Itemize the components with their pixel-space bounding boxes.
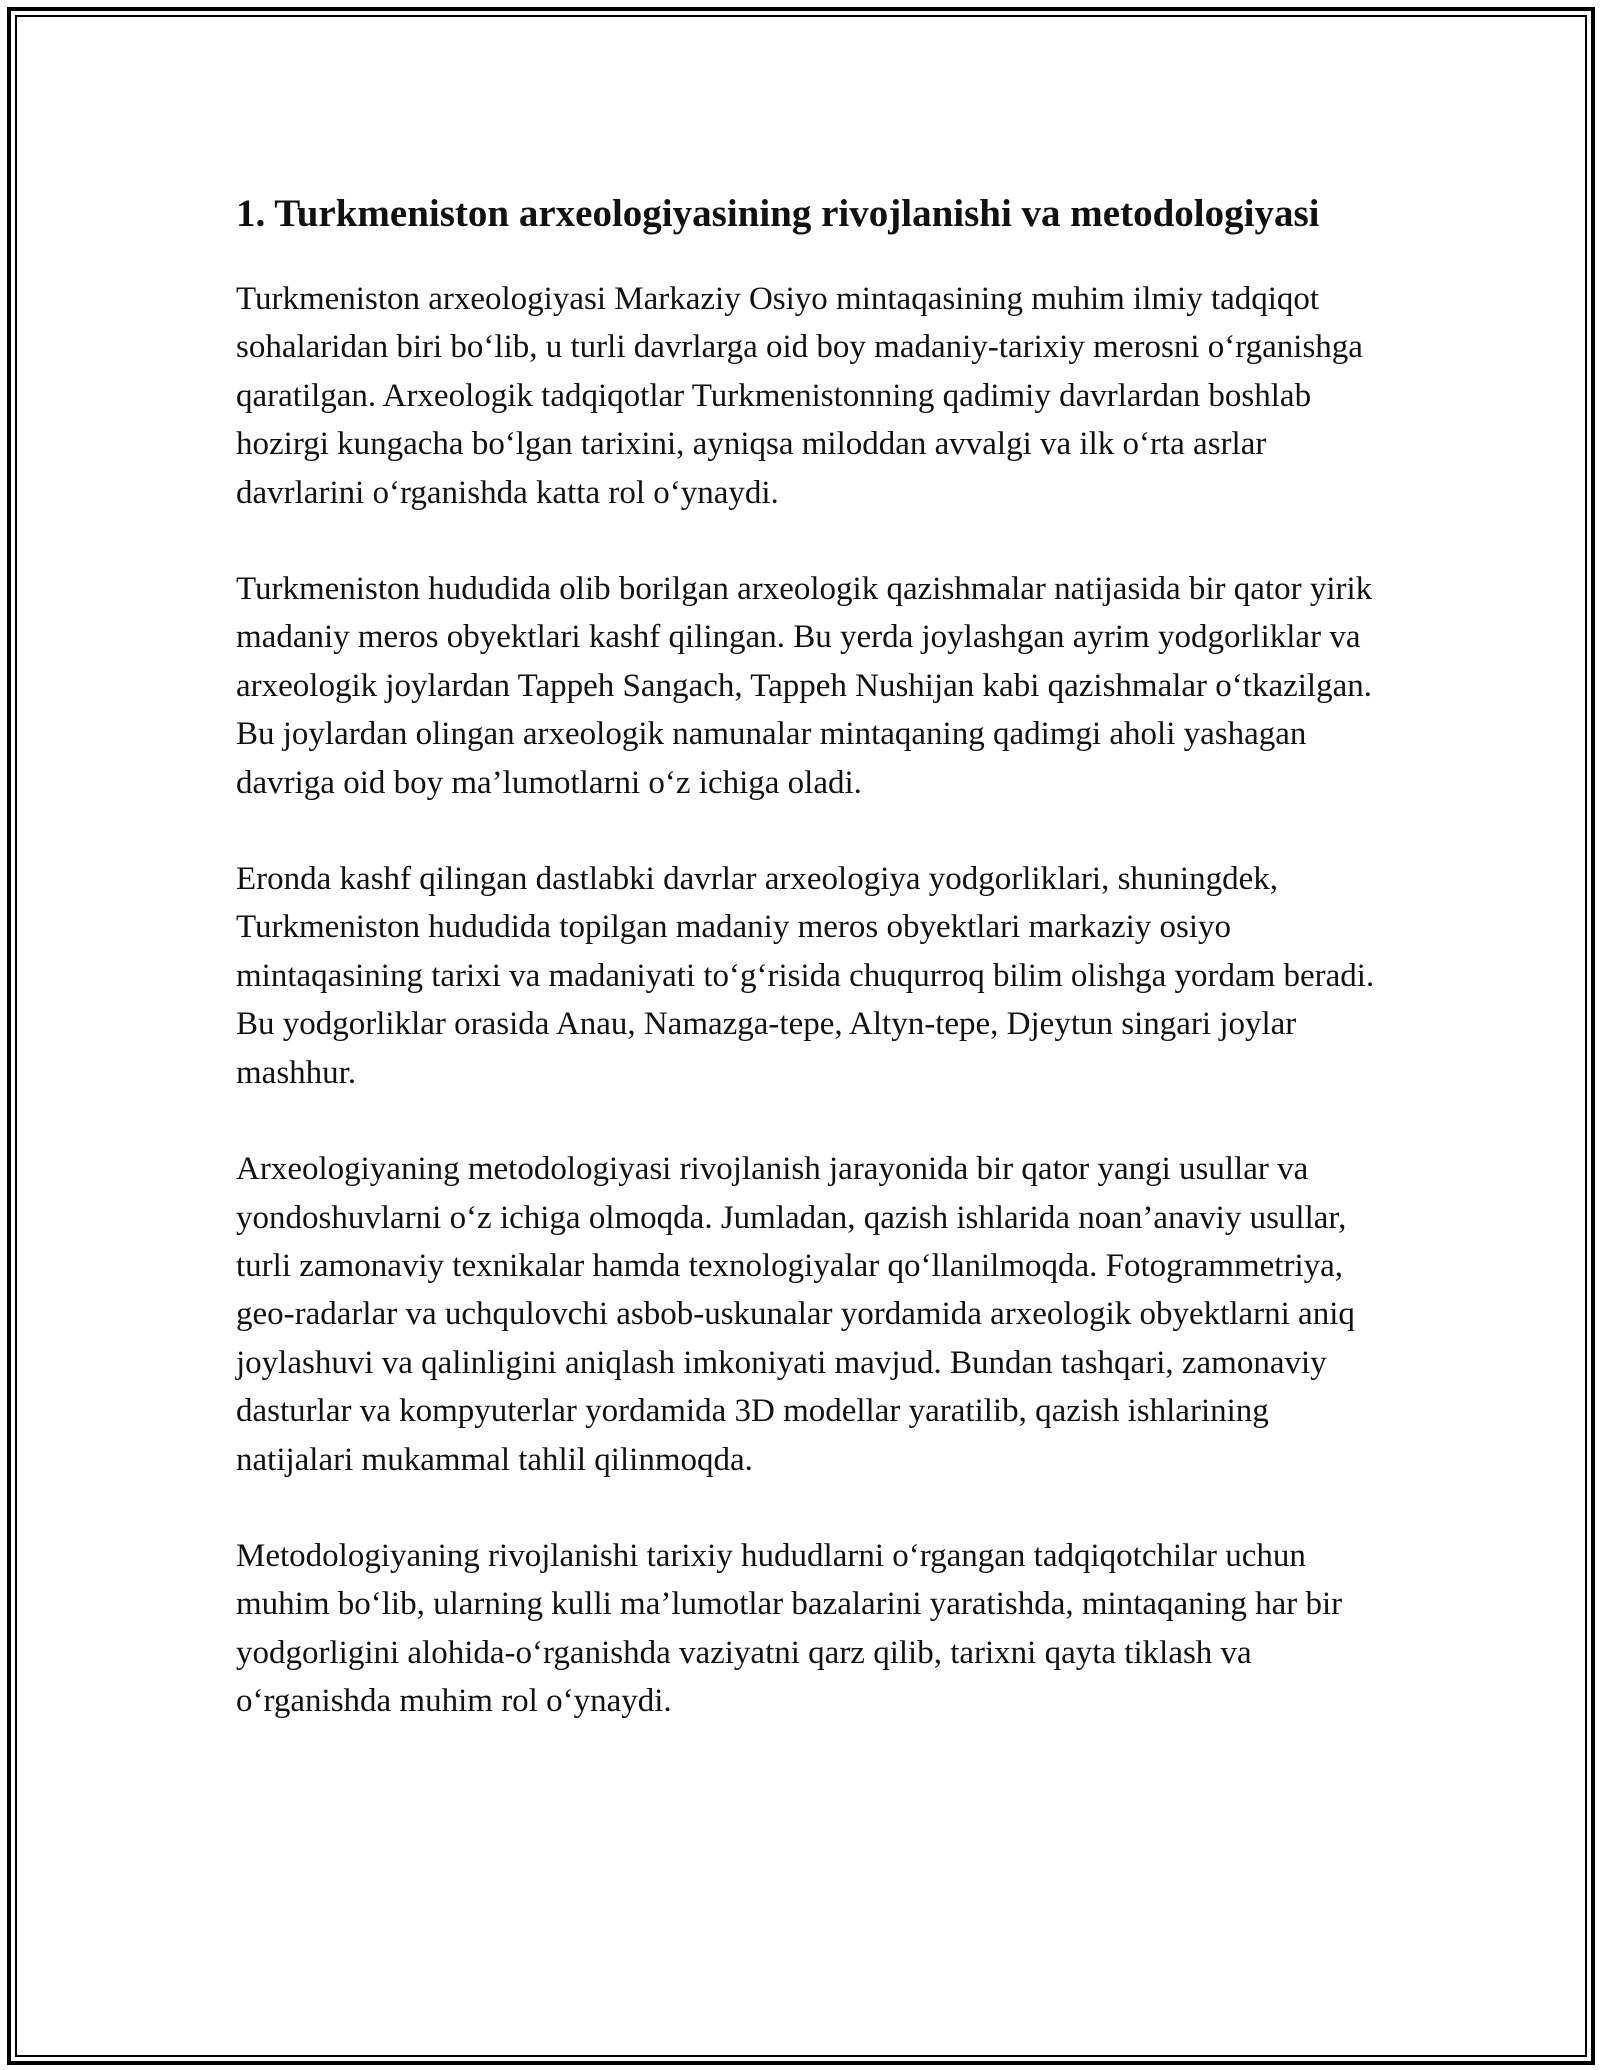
paragraph-5: Metodologiyaning rivojlanishi tarixiy hududlarni o‘rgangan tadqiqotchilar uchun muhim bo‘lib, ularning kulli ma’lumotlar bazalarini yaratishda, mintaqaning har bir yodgorligini alohida-o‘rganishda vaziyatni qarz qilib, tarixni qayta tiklash va o‘rganishda muhim rol o‘ynaydi. <box>236 1537 1343 1720</box>
paragraph-4: Arxeologiyaning metodologiyasi rivojlanish jarayonida bir qator yangi usullar va yondoshuvlarni o‘z ichiga olmoqda. Jumladan, qazish ishlarida noan’anaviy usullar, turli zamonaviy texnikalar hamda texnologiyalar qo‘llanilmoqda. Fotogrammetriya, geo-radarlar va uchqulovchi asbob-uskunalar yordamida arxeologik obyektlarni aniq joylashuvi va qalinligini aniqlash imkoniyati mavjud. Bundan tashqari, zamonaviy dasturlar va kompyuterlar yordamida 3D modellar yaratilib, qazish ishlarining natijalari mukammal tahlil qilinmoqda. <box>236 1151 1355 1478</box>
section-heading: 1. Turkmeniston arxeologiyasining rivojlanishi va metodologiyasi <box>236 192 1320 235</box>
document-body <box>236 186 1386 1774</box>
paragraph-2: Turkmeniston hududida olib borilgan arxeologik qazishmalar natijasida bir qator yirik madaniy meros obyektlari kashf qilingan. Bu yerda joylashgan ayrim yodgorliklar va arxeologik joylardan Tappeh Sangach, Tappeh Nushijan kabi qazishmalar o‘tkazilgan. Bu joylardan olingan arxeologik namunalar mintaqaning qadimgi aholi yashagan davriga oid boy ma’lumotlarni o‘z ichiga oladi. <box>236 571 1373 801</box>
paragraph-1: Turkmeniston arxeologiyasi Markaziy Osiyo mintaqasining muhim ilmiy tadqiqot sohalaridan biri bo‘lib, u turli davrlarga oid boy madaniy-tarixiy merosni o‘rganishga qaratilgan. Arxeologik tadqiqotlar Turkmenistonning qadimiy davrlardan boshlab hozirgi kungacha bo‘lgan tarixini, ayniqsa miloddan avvalgi va ilk o‘rta asrlar davrlarini o‘rganishda katta rol o‘ynaydi. <box>236 281 1363 511</box>
paragraph-3: Eronda kashf qilingan dastlabki davrlar arxeologiya yodgorliklari, shuningdek, Turkmeniston hududida topilgan madaniy meros obyektlari markaziy osiyo mintaqasining tarixi va madaniyati to‘g‘risida chuqurroq bilim olishga yordam beradi. Bu yodgorliklar orasida Anau, Namazga-tepe, Altyn-tepe, Djeytun singari joylar mashhur. <box>236 861 1375 1091</box>
